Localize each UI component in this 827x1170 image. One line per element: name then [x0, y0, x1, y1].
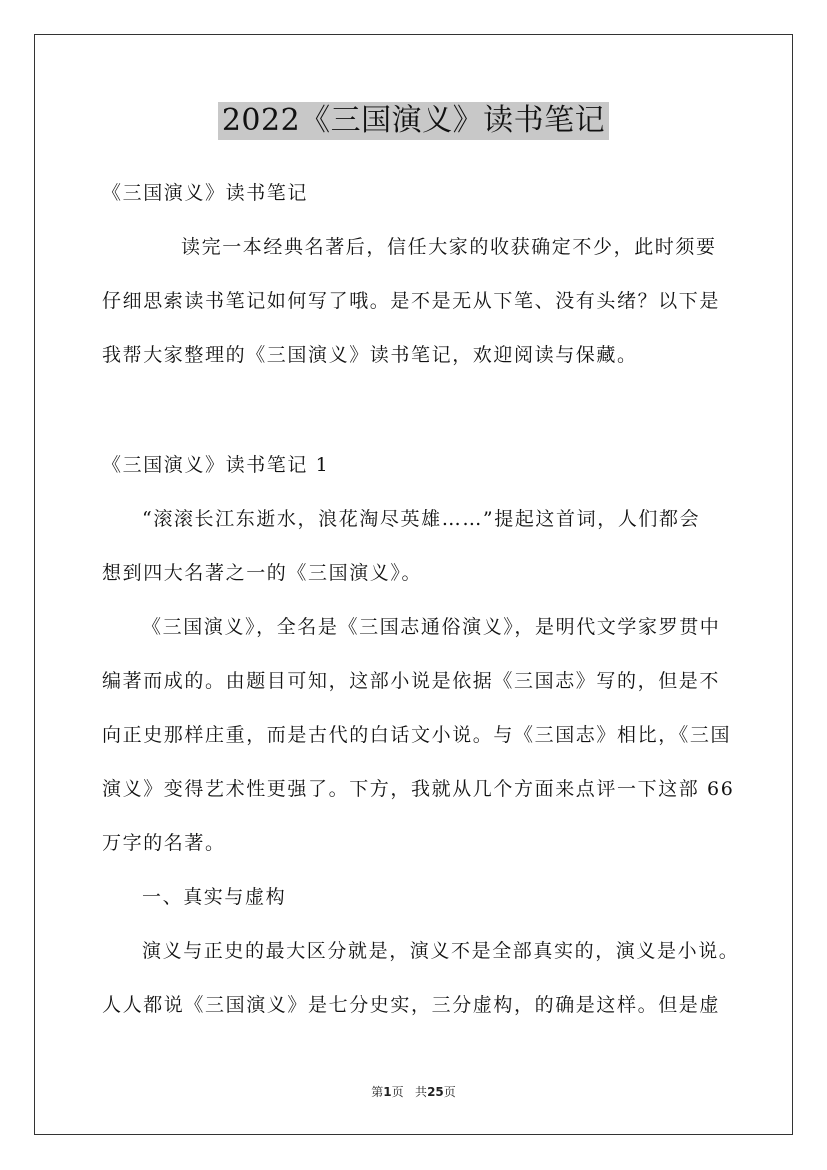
page-prefix: 第: [371, 1085, 384, 1099]
section-heading: 《三国演义》读书笔记: [102, 182, 309, 204]
page-number: 1: [383, 1085, 392, 1099]
title-container: [0, 102, 827, 140]
paragraph-line: 编著而成的。由题目可知，这部小说是依据《三国志》写的，但是不: [102, 670, 721, 692]
subsection-heading: 一、真实与虚构: [142, 886, 287, 908]
paragraph-line: “滚滚长江东逝水，浪花淘尽英雄……”提起这首词，人们都会: [142, 508, 701, 530]
paragraph-line: 人人都说《三国演义》是七分史实，三分虚构，的确是这样。但是虚: [102, 994, 721, 1016]
total-pages: 25: [427, 1085, 444, 1099]
paragraph-line: 读完一本经典名著后，信任大家的收获确定不少，此时须要: [181, 236, 717, 258]
document-title: 2022《三国演义》读书笔记: [218, 102, 609, 140]
paragraph-line: 想到四大名著之一的《三国演义》。: [102, 562, 423, 584]
page-footer: [0, 1083, 827, 1100]
paragraph-line: 《三国演义》，全名是《三国志通俗演义》，是明代文学家罗贯中: [142, 616, 721, 638]
paragraph-line: 万字的名著。: [102, 832, 226, 854]
paragraph-line: 向正史那样庄重，而是古代的白话文小说。与《三国志》相比，《三国: [102, 724, 732, 746]
section-heading: 《三国演义》读书笔记 1: [102, 454, 330, 476]
total-suffix: 页: [443, 1085, 456, 1099]
page-suffix: 页: [391, 1085, 404, 1099]
paragraph-line: 我帮大家整理的《三国演义》读书笔记，欢迎阅读与保藏。: [102, 344, 638, 366]
paragraph-line: 演义与正史的最大区分就是，演义不是全部真实的，演义是小说。: [142, 940, 740, 962]
paragraph-line: 演义》变得艺术性更强了。下方，我就从几个方面来点评一下这部 66: [102, 778, 735, 800]
paragraph-line: 仔细思索读书笔记如何写了哦。是不是无从下笔、没有头绪？以下是: [102, 290, 721, 312]
total-prefix: 共: [415, 1085, 428, 1099]
